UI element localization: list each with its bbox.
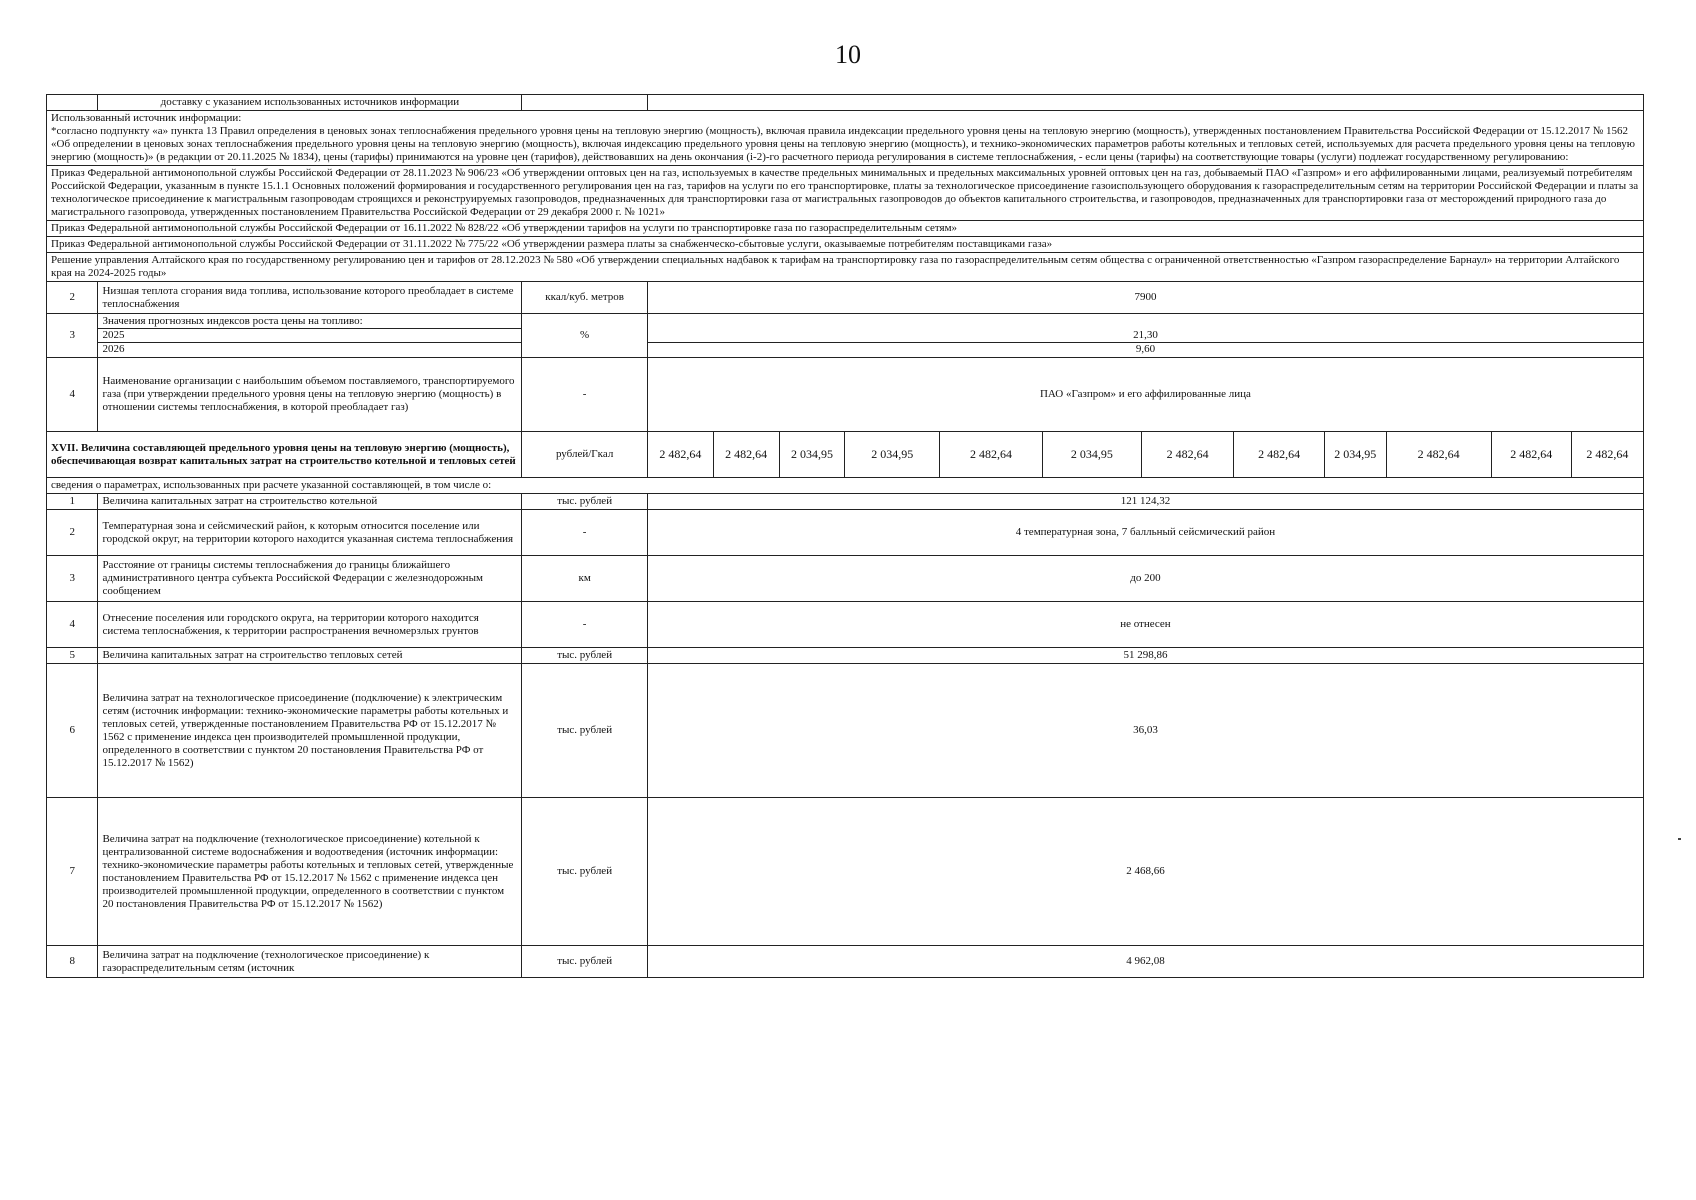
sources-text-3: Приказ Федеральной антимонопольной службы Российской Федерации от 16.11.2022 № 828/22 «Об утверждении тарифов на услуги по транспортировке газа по газораспределительным сетям»: [47, 221, 1644, 237]
row-unit: %: [522, 314, 648, 358]
cell-empty: [47, 95, 98, 111]
row-label: Величина капитальных затрат на строительство тепловых сетей: [98, 648, 522, 664]
cell-empty: [522, 95, 648, 111]
row-value: 4 962,08: [647, 946, 1643, 978]
page-number: 10: [835, 40, 861, 69]
row-unit: км: [522, 556, 648, 602]
sources-row: [47, 237, 1644, 253]
row-value: [647, 314, 1643, 358]
row-value: до 200: [647, 556, 1643, 602]
row-unit: ккал/куб. метров: [522, 282, 648, 314]
row-unit: -: [522, 510, 648, 556]
section-17-value: 2 482,64: [1491, 432, 1571, 478]
sources-cell: [47, 111, 1644, 166]
sources-row: [47, 221, 1644, 237]
row-value: 121 124,32: [647, 494, 1643, 510]
year-1: 2025: [102, 329, 125, 341]
sources-text-1: *согласно подпункту «а» пункта 13 Правил определения в ценовых зонах теплоснабжения предельного уровня цены на тепловую энергию (мощность), включая правила индексации предельного уровня цены на тепловую энергию (мощность), утвержденных постановлением Правительства Российской Федерации от 15.12.2017 № 1562 «Об определении в ценовых зонах теплоснабжения предельного уровня цены на тепловую энергию (мощность), включая индексацию предельного уровня цены на тепловую энергию (мощность), и технико-экономических параметров работы котельных и тепловых сетей, используемых для расчета предельного уровня цены на тепловую энергию (мощность)» (в редакции от 20.11.2025 № 1834), цены (тарифы) принимаются на уровне цен (тарифов), действовавших на день окончания (i-2)-го расчетного периода регулирования в системе теплоснабжения, - если цены (тарифы) на соответствующие товары (услуги) подлежат государственному регулированию:: [51, 125, 1635, 163]
sources-text-4: Приказ Федеральной антимонопольной службы Российской Федерации от 31.11.2022 № 775/22 «Об утверждении размера платы за снабженческо-сбытовые услуги, оказываемые потребителям поставщиками газа»: [47, 237, 1644, 253]
row-number: 2: [47, 282, 98, 314]
section-17-value: 2 482,64: [1141, 432, 1234, 478]
row-number: 5: [47, 648, 98, 664]
row-number: 6: [47, 664, 98, 798]
row-label: Низшая теплота сгорания вида топлива, использование которого преобладает в системе теплоснабжения: [98, 282, 522, 314]
value-1: 21,30: [1133, 329, 1158, 341]
section-17-label: XVII. Величина составляющей предельного уровня цены на тепловую энергию (мощность), обеспечивающая возврат капитальных затрат на строительство котельной и тепловых сетей: [47, 432, 522, 478]
row-unit: тыс. рублей: [522, 946, 648, 978]
row-unit: -: [522, 602, 648, 648]
sources-text-2: Приказ Федеральной антимонопольной службы Российской Федерации от 28.11.2023 № 906/23 «Об утверждении оптовых цен на газ, используемых в качестве предельных минимальных и предельных максимальных уровней оптовых цен на газ, добываемый ПАО «Газпром» и его аффилированными лицами, реализуемый потребителям Российской Федерации, указанным в пункте 15.1.1 Основных положений формирования и государственного регулирования цен на газ, тарифов на услуги по его транспортировке, платы за технологическое присоединение газоиспользующего оборудования к газораспределительным сетям на территории Российской Федерации и платы за технологическое присоединение к магистральным газопроводам строящихся и реконструируемых газопроводов, предназначенных для транспортировки газа от магистральных газопроводов до объектов капитального строительства, и газопроводов, предназначенных для транспортировки газа от месторождений природного газа до магистрального газопровода, утвержденных постановлением Правительства Российской Федерации от 29 декабря 2000 г. № 1021»: [47, 166, 1644, 221]
table-row: [47, 494, 1644, 510]
table-row: [47, 556, 1644, 602]
row-unit: тыс. рублей: [522, 494, 648, 510]
row-unit: тыс. рублей: [522, 664, 648, 798]
row-value: не отнесен: [647, 602, 1643, 648]
section-17-value: 2 482,64: [1234, 432, 1325, 478]
table-row: [47, 510, 1644, 556]
section-17-value: 2 034,95: [1324, 432, 1386, 478]
row-label: Величина капитальных затрат на строительство котельной: [98, 494, 522, 510]
row-number: 2: [47, 510, 98, 556]
row-label: Наименование организации с наибольшим объемом поставляемого, транспортируемого газа (при утверждении предельного уровня цены на тепловую энергию (мощность) в отношении системы теплоснабжения, в которой преобладает газ): [98, 358, 522, 432]
section-17-value: 2 482,64: [940, 432, 1043, 478]
cell-empty: [647, 95, 1643, 111]
row-label-text: Значения прогнозных индексов роста цены на топливо:: [102, 315, 363, 327]
row-number: 4: [47, 358, 98, 432]
sources-row: [47, 166, 1644, 221]
table-row: [47, 946, 1644, 978]
row-value: 51 298,86: [647, 648, 1643, 664]
row-number: 4: [47, 602, 98, 648]
table-row: [47, 282, 1644, 314]
value-2: 9,60: [1135, 343, 1156, 355]
row-value: 36,03: [647, 664, 1643, 798]
table-row: [47, 358, 1644, 432]
section-17-info: сведения о параметрах, использованных при расчете указанной составляющей, в том числе о:: [47, 478, 1644, 494]
sources-row: [47, 111, 1644, 166]
section-17-value: 2 034,95: [1042, 432, 1141, 478]
table-row: [47, 314, 1644, 358]
row-label: Расстояние от границы системы теплоснабжения до границы ближайшего административного центра субъекта Российской Федерации с железнодорожным сообщением: [98, 556, 522, 602]
row-value: ПАО «Газпром» и его аффилированные лица: [647, 358, 1643, 432]
row-label: Величина затрат на подключение (технологическое присоединение) к газораспределительным сетям (источник: [98, 946, 522, 978]
section-17-info-row: [47, 478, 1644, 494]
row-value: 7900: [647, 282, 1643, 314]
row-label: [98, 314, 522, 358]
sources-title: Использованный источник информации:: [51, 112, 242, 124]
row-label: Температурная зона и сейсмический район, к которым относится поселение или городской округ, на территории которого находится указанная система теплоснабжения: [98, 510, 522, 556]
row-label: Величина затрат на технологическое присоединение (подключение) к электрическим сетям (источник информации: технико-экономические параметры работы котельных и тепловых сетей, утвержденные постановлением Правительства РФ от 15.12.2017 № 1562 с применение индекса цен производителей промышленной продукции, определенного в соответствии с пунктом 20 постановления Правительства РФ от 15.12.2017 № 1562): [98, 664, 522, 798]
row-number: 7: [47, 798, 98, 946]
row-unit: тыс. рублей: [522, 798, 648, 946]
section-17-value: 2 034,95: [779, 432, 845, 478]
row-value: 4 температурная зона, 7 балльный сейсмический район: [647, 510, 1643, 556]
sources-text-5: Решение управления Алтайского края по государственному регулированию цен и тарифов от 28.12.2023 № 580 «Об утверждении специальных надбавок к тарифам на транспортировку газа по газораспределительным сетям общества с ограниченной ответственностью «Газпром газораспределение Барнаул» на территории Алтайского края на 2024-2025 годы»: [47, 253, 1644, 282]
row-unit: тыс. рублей: [522, 648, 648, 664]
section-17-row: [47, 432, 1644, 478]
section-17-value: 2 482,64: [1386, 432, 1491, 478]
section-17-value: 2 482,64: [1571, 432, 1643, 478]
scan-speck: [1678, 838, 1681, 840]
table-row: [47, 602, 1644, 648]
row-number: 3: [47, 556, 98, 602]
row-value: 2 468,66: [647, 798, 1643, 946]
table-row: [47, 648, 1644, 664]
row-label: Отнесение поселения или городского округа, на территории которого находится система теплоснабжения, к территории распространения вечномерзлых грунтов: [98, 602, 522, 648]
section-17-value: 2 034,95: [845, 432, 940, 478]
tariff-table: [46, 94, 1644, 978]
row-unit: -: [522, 358, 648, 432]
row-number: 1: [47, 494, 98, 510]
table-row: [47, 798, 1644, 946]
section-17-unit: рублей/Гкал: [522, 432, 648, 478]
row-number: 8: [47, 946, 98, 978]
section-17-value: 2 482,64: [647, 432, 713, 478]
table-row: [47, 664, 1644, 798]
row-number: 3: [47, 314, 98, 358]
row-label: Величина затрат на подключение (технологическое присоединение) котельной к централизованной системе водоснабжения и водоотведения (источник информации: технико-экономические параметры работы котельных и тепловых сетей, утвержденные постановлением Правительства РФ от 15.12.2017 № 1562 с применение индекса цен производителей промышленной продукции, определенного в соответствии с пунктом 20 постановления Правительства РФ от 15.12.2017 № 1562): [98, 798, 522, 946]
year-2: 2026: [102, 343, 125, 355]
top-row-text: доставку с указанием использованных источников информации: [98, 95, 522, 111]
sources-row: [47, 253, 1644, 282]
top-row: [47, 95, 1644, 111]
section-17-value: 2 482,64: [713, 432, 779, 478]
